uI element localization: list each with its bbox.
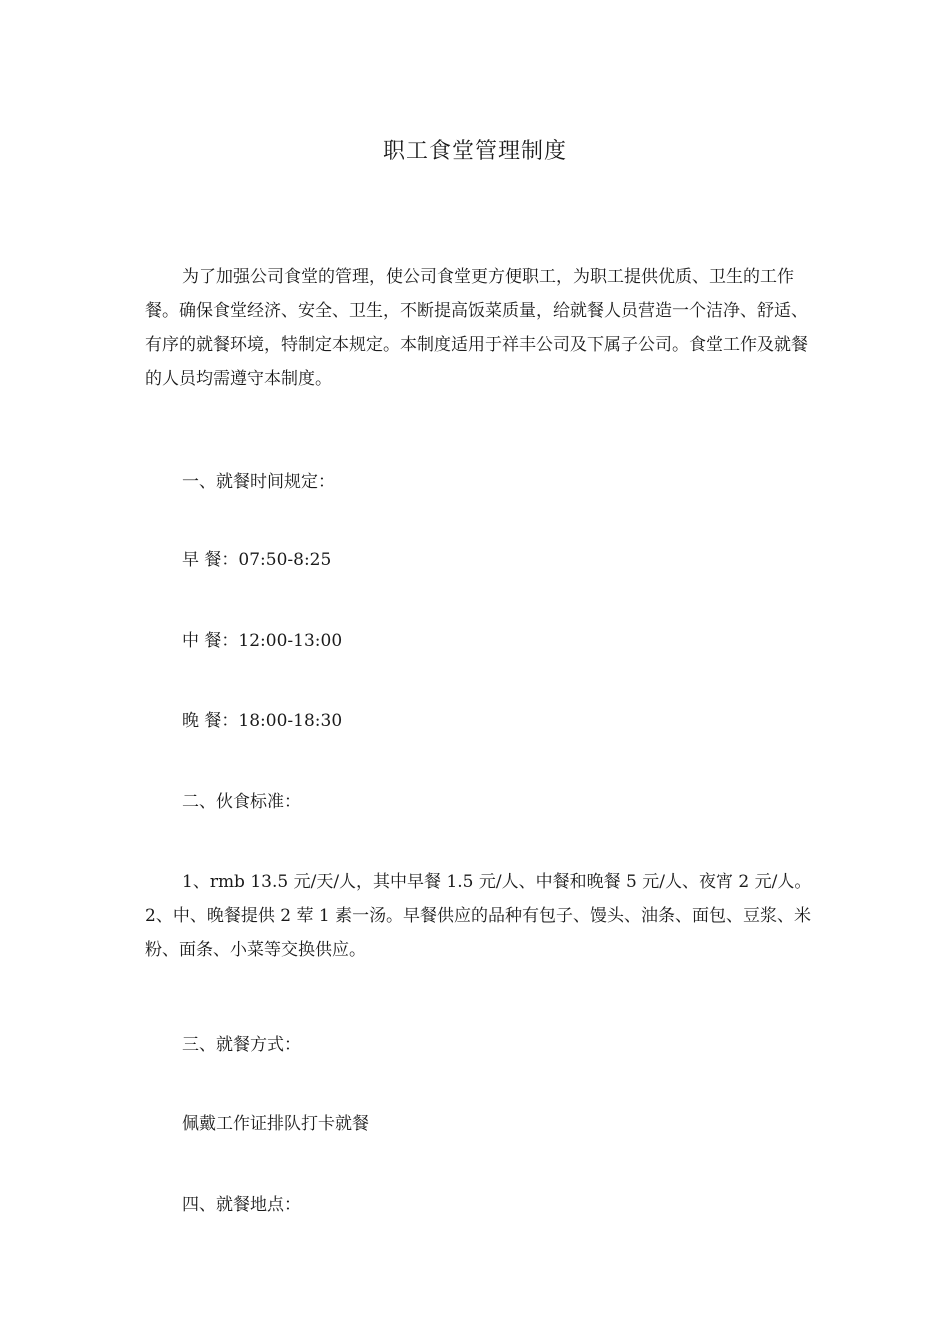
dining-method-text: 佩戴工作证排队打卡就餐 [182,1114,369,1134]
section-heading-meal-standard: 二、伙食标准： [182,792,301,812]
breakfast-time: 早 餐：07:50-8:25 [182,550,332,570]
section-heading-dining-location: 四、就餐地点： [182,1195,301,1215]
dinner-time: 晚 餐：18:00-18:30 [182,711,343,731]
section-heading-dining-method: 三、就餐方式： [182,1035,301,1055]
intro-paragraph: 为了加强公司食堂的管理，使公司食堂更方便职工，为职工提供优质、卫生的工作餐。确保食堂经济、安全、卫生，不断提高饭菜质量，给就餐人员营造一个洁净、舒适、有序的就餐环境，特制定本规定。本制度适用于祥丰公司及下属子公司。食堂工作及就餐的人员均需遵守本制度。 [145,267,808,389]
section-heading-meal-times: 一、就餐时间规定： [182,472,335,492]
meal-standard-paragraph: 1、rmb 13.5 元/天/人，其中早餐 1.5 元/人、中餐和晚餐 5 元/人、夜宵 2 元/人。2、中、晚餐提供 2 荤 1 素一汤。早餐供应的品种有包子、馒头、油条、面包、豆浆、米粉、面条、小菜等交换供应。 [145,872,812,960]
document-title: 职工食堂管理制度 [382,139,567,164]
lunch-time: 中 餐：12:00-13:00 [182,631,343,651]
